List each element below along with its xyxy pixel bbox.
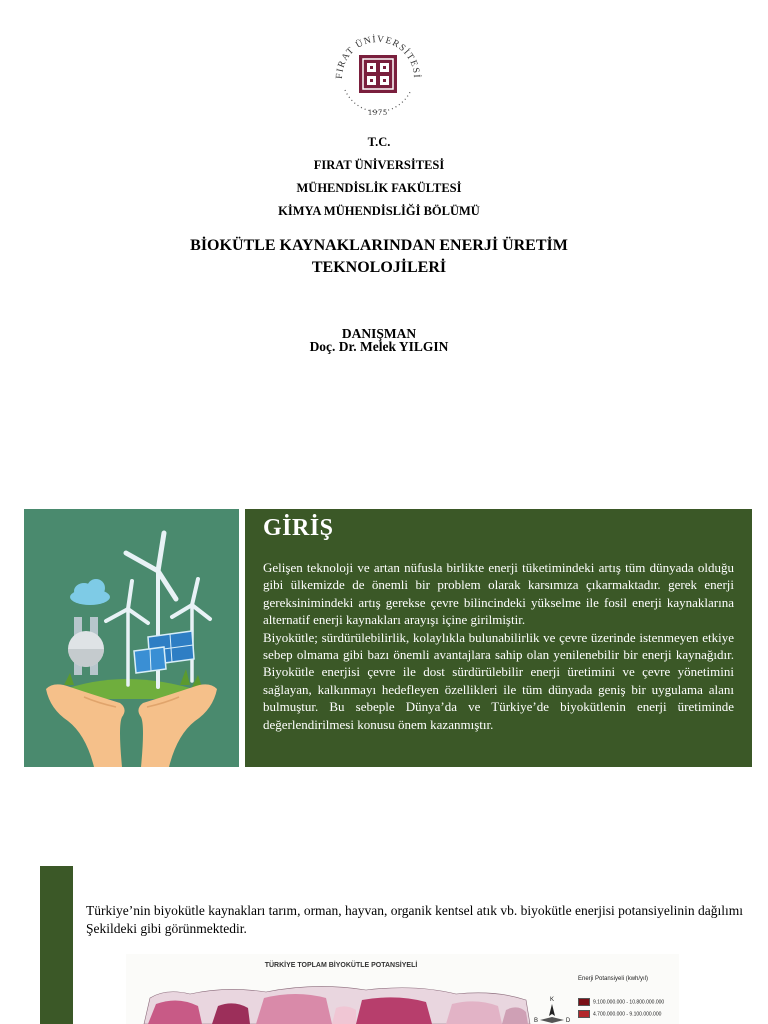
svg-text:1975: 1975 bbox=[368, 108, 388, 117]
header-line-tc: T.C. bbox=[367, 135, 391, 149]
university-logo bbox=[329, 28, 427, 122]
svg-text:B: B bbox=[533, 1018, 539, 1024]
advisor-label: DANIŞMAN bbox=[341, 326, 417, 341]
legend-swatch bbox=[578, 998, 590, 1006]
document-title-line-1: BİOKÜTLE KAYNAKLARINDAN ENERJİ ÜRETİM bbox=[190, 237, 568, 254]
header-line-university: FIRAT ÜNİVERSİTESİ bbox=[313, 158, 445, 172]
svg-text:K: K bbox=[549, 997, 555, 1003]
advisor-name: Doç. Dr. Melek YILGIN bbox=[309, 339, 449, 354]
renewable-energy-illustration bbox=[24, 509, 239, 767]
intro-body bbox=[263, 559, 734, 733]
university-seal-icon bbox=[329, 28, 427, 122]
header-line-faculty: MÜHENDİSLİK FAKÜLTESİ bbox=[296, 181, 462, 195]
svg-text:FIRAT ÜNİVERSİTESİ: FIRAT ÜNİVERSİTESİ bbox=[334, 34, 422, 80]
header-line-department: KİMYA MÜHENDİSLİĞİ BÖLÜMÜ bbox=[278, 204, 480, 218]
legend-label: 4.700.000.000 - 9.100.000.000 bbox=[593, 1011, 662, 1018]
intro-paragraph-2: Biyokütle; sürdürülebilirlik, kolaylıkla bulunabilirlik ve çevre üzerinde istenmeyen etkiye sebep olmama gibi bazı önemli avantajlara sahip olan yenilenebilir bir enerji kaynağıdır. Biyokütle enerjisi çevre ile dost sürdürülebilir enerji üretimini ve çevre yönetimini sağlayan, kalkınmayı hedefleyen özellikleri ile tüm dünyada geniş bir uygulama alanı bulmuştur. Bu sebeple Dünya’da ve Türkiye’de biyokütlenin enerji üretiminde değerlendirilmesi konusu önem kazanmıştır. bbox=[263, 629, 734, 732]
legend-swatch bbox=[578, 1010, 590, 1018]
intro-heading: GİRİŞ bbox=[263, 515, 334, 541]
legend-label: 9.100.000.000 - 10.800.000.000 bbox=[593, 999, 665, 1006]
map-legend-title: Enerji Potansiyeli (kwh/yıl) bbox=[578, 976, 649, 982]
map-title: TÜRKİYE TOPLAM BİYOKÜTLE POTANSİYELİ bbox=[264, 962, 418, 969]
map-legend-item bbox=[578, 998, 678, 1006]
wind-solar-hands-icon bbox=[24, 509, 239, 767]
biomass-paragraph: Türkiye’nin biyokütle kaynakları tarım, orman, hayvan, organik kentsel atık vb. biyokütle enerjisi potansiyelinin dağılımı Şekildeki gibi görünmektedir. bbox=[86, 903, 743, 936]
intro-paragraph-1: Gelişen teknoloji ve artan nüfusla birlikte enerji tüketimindeki artış tüm dünyada olduğu gibi ülkemizde de önemli bir problem olarak karsımıza çıkarmaktadır. gerek enerji gereksinimindeki artış gerekse çevre bilincindeki yükselme ile fosil enerji kaynaklarına alternatif enerji kaynakları arayışı içine girilmiştir. bbox=[263, 560, 734, 628]
document-title-line-2: TEKNOLOJİLERİ bbox=[311, 259, 447, 276]
intro-panel bbox=[245, 509, 752, 767]
section-accent-bar bbox=[40, 866, 73, 1024]
map-legend-item bbox=[578, 1010, 678, 1018]
svg-text:D: D bbox=[565, 1018, 571, 1024]
turkey-biomass-map bbox=[126, 954, 679, 1024]
